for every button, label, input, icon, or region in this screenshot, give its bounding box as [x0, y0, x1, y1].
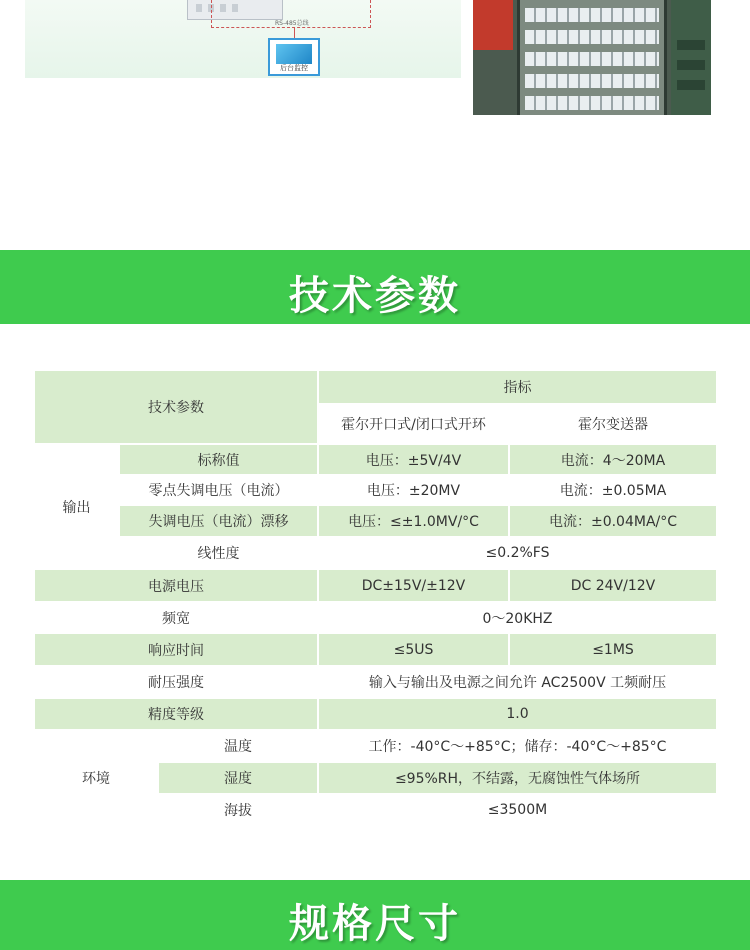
transmitter-value: ≤1MS — [509, 633, 717, 666]
tech-params-banner — [0, 250, 750, 324]
merged-value: ≤95%RH，不结露，无腐蚀性气体场所 — [318, 762, 717, 794]
merged-value: 1.0 — [318, 698, 717, 730]
open-loop-value: 电压：±5V/4V — [318, 444, 509, 475]
monitor-computer-icon — [268, 38, 320, 76]
row-label: 耐压强度 — [34, 666, 318, 698]
environment-group-label: 环境 — [34, 730, 158, 826]
merged-value: 0～20KHZ — [318, 602, 717, 633]
open-loop-value: ≤5US — [318, 633, 509, 666]
transmitter-value: 电流：±0.04MA/°C — [509, 505, 717, 537]
merged-value: 工作：-40°C～+85°C；储存：-40°C～+85°C — [318, 730, 717, 762]
spec-table — [33, 369, 718, 827]
row-label: 标称值 — [119, 444, 318, 475]
row-label: 响应时间 — [34, 633, 318, 666]
row-label: 线性度 — [119, 537, 318, 569]
row-label: 零点失调电压（电流） — [119, 475, 318, 505]
bus-label: RS-485总线 — [275, 20, 309, 27]
merged-value: ≤3500M — [318, 794, 717, 826]
header-index-cell: 指标 — [318, 370, 717, 404]
open-loop-value: DC±15V/±12V — [318, 569, 509, 602]
transmitter-value: 电流：±0.05MA — [509, 475, 717, 505]
header-transmitter-cell: 霍尔变送器 — [509, 404, 717, 444]
row-label: 温度 — [158, 730, 318, 762]
monitor-screen — [276, 44, 312, 64]
row-label: 湿度 — [158, 762, 318, 794]
wiring-diagram-image — [25, 0, 461, 78]
transmitter-value: DC 24V/12V — [509, 569, 717, 602]
transmitter-value: 电流：4～20MA — [509, 444, 717, 475]
output-group-label: 输出 — [34, 444, 119, 569]
merged-value: ≤0.2%FS — [318, 537, 717, 569]
row-label: 海拔 — [158, 794, 318, 826]
row-label: 失调电压（电流）漂移 — [119, 505, 318, 537]
header-param-cell: 技术参数 — [34, 370, 318, 444]
din-rail-row — [525, 74, 659, 88]
din-rail-row — [525, 52, 659, 66]
merged-value: 输入与输出及电源之间允许 AC2500V 工频耐压 — [318, 666, 717, 698]
open-loop-value: 电压：±20MV — [318, 475, 509, 505]
red-chair-graphic — [473, 0, 513, 50]
cabinet-photo — [473, 0, 711, 115]
row-label: 频宽 — [34, 602, 318, 633]
open-loop-value: 电压：≤±1.0MV/°C — [318, 505, 509, 537]
header-open-loop-cell: 霍尔开口式/闭口式开环 — [318, 404, 509, 444]
dimensions-banner — [0, 880, 750, 950]
row-label: 精度等级 — [34, 698, 318, 730]
monitor-label: 后台监控 — [280, 64, 308, 72]
tech-params-title: 技术参数 — [289, 273, 461, 319]
din-rail-row — [525, 30, 659, 44]
cabinet-side-panel — [671, 0, 711, 115]
din-rail-row — [525, 96, 659, 110]
din-rail-row — [525, 8, 659, 22]
row-label: 电源电压 — [34, 569, 318, 602]
dimensions-title: 规格尺寸 — [289, 901, 461, 947]
